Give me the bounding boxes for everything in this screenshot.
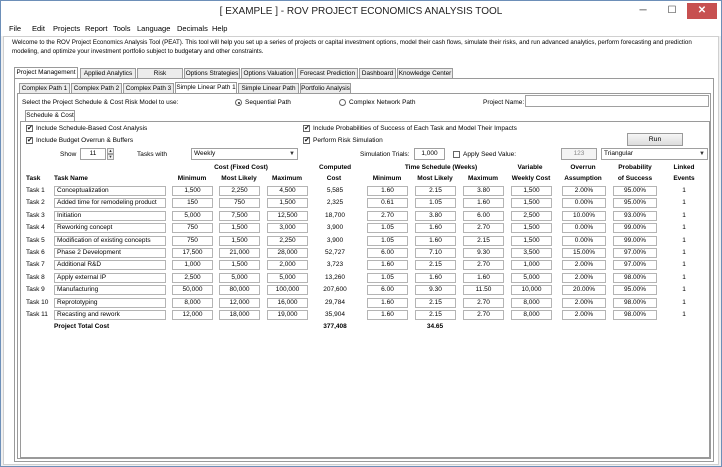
linked-events-cell: 1 xyxy=(682,236,686,244)
project-management-panel xyxy=(14,78,714,462)
weekly-cost-cell[interactable]: 1,500 xyxy=(511,198,552,208)
time-most-likely-cell[interactable]: 2.15 xyxy=(415,260,456,270)
task-name-cell[interactable]: Apply external IP xyxy=(54,273,166,283)
project-total-time: 34.65 xyxy=(426,323,444,330)
computed-cost-cell: 3,900 xyxy=(326,224,344,232)
probability-cell[interactable]: 99.00% xyxy=(613,236,657,246)
cost-group-header: Cost (Fixed Cost) xyxy=(214,164,268,171)
show-count-down-icon[interactable]: ▼ xyxy=(108,154,113,159)
cost-min-cell[interactable]: 1,000 xyxy=(172,260,213,270)
time-max-cell[interactable]: 2.15 xyxy=(463,236,504,246)
task-name-cell[interactable]: Initiation xyxy=(54,211,166,221)
cost-min-cell[interactable]: 12,000 xyxy=(172,310,213,320)
tab-simple-linear-path-1[interactable]: Simple Linear Path 1 xyxy=(176,84,236,91)
simulation-trials-input[interactable]: 1,000 xyxy=(414,148,445,160)
overrun-cell[interactable]: 20.00% xyxy=(562,285,606,295)
schedule-cost-panel xyxy=(20,121,710,458)
time-min-cell[interactable]: 1.05 xyxy=(367,236,408,246)
cost-min-cell[interactable]: 2,500 xyxy=(172,273,213,283)
welcome-text: Welcome to the ROV Project Economics Analysis Tool (PEAT). This tool will help you set up a series of projects or capital investment options, model their cash flows, simulate their risks, and run advanced analytics, perform forecasting and prediction modeling, and optimize your investment portfolio subject to budgetary and other constraints. xyxy=(12,39,692,55)
linked-events-cell: 1 xyxy=(682,187,686,194)
complex-network-path-label: Complex Network Path xyxy=(349,99,416,106)
project-name-input[interactable] xyxy=(525,95,709,107)
task-id: Task 10 xyxy=(26,298,49,306)
cost-max-cell[interactable]: 16,000 xyxy=(267,298,308,308)
computed-cost-cell: 3,900 xyxy=(326,236,344,244)
tab-schedule-cost[interactable]: Schedule & Cost xyxy=(26,112,74,119)
project-total-cost: 377,408 xyxy=(323,323,347,330)
tab-forecast-prediction[interactable]: Forecast Prediction xyxy=(297,68,358,78)
time-most-likely-cell[interactable]: 1.60 xyxy=(415,223,456,233)
tab-project-management[interactable]: Project Management xyxy=(14,67,78,78)
time-min-cell[interactable]: 1.05 xyxy=(367,273,408,283)
seed-value-input[interactable]: 123 xyxy=(561,148,597,160)
task-id: Task 3 xyxy=(26,211,45,219)
time-max-cell[interactable]: 2.70 xyxy=(463,298,504,308)
tab-options-valuation[interactable]: Options Valuation xyxy=(241,68,296,78)
time-max-header: Maximum xyxy=(468,175,498,182)
time-min-cell[interactable]: 0.61 xyxy=(367,198,408,208)
events-header: Events xyxy=(673,175,695,182)
probability-cell[interactable]: 95.00% xyxy=(613,186,657,196)
time-min-cell[interactable]: 1.60 xyxy=(367,310,408,320)
task-name-cell[interactable]: Recasting and rework xyxy=(54,310,166,320)
weekly-cost-cell[interactable]: 8,000 xyxy=(511,298,552,308)
include-budget-label: Include Budget Overrun & Buffers xyxy=(36,137,134,144)
task-id: Task 6 xyxy=(26,249,45,256)
time-most-likely-cell[interactable]: 2.15 xyxy=(415,298,456,308)
menu-projects[interactable]: Projects xyxy=(53,24,81,33)
cost-max-cell[interactable]: 2,250 xyxy=(267,236,308,246)
time-most-likely-cell[interactable]: 3.80 xyxy=(415,211,456,221)
tab-knowledge-center[interactable]: Knowledge Center xyxy=(398,70,452,77)
computed-cost-cell: 35,904 xyxy=(325,311,345,318)
linked-events-cell: 1 xyxy=(682,273,686,281)
computed-cost-cell: 207,600 xyxy=(323,286,347,294)
cost-min-cell[interactable]: 750 xyxy=(172,223,213,233)
cost-most-likely-cell[interactable]: 7,500 xyxy=(219,211,260,221)
tasks-with-value: Weekly xyxy=(194,150,216,157)
overrun-cell[interactable]: 2.00% xyxy=(562,186,606,196)
time-max-cell[interactable]: 2.70 xyxy=(463,310,504,320)
complex-network-path-radio[interactable] xyxy=(339,99,346,106)
minimize-button[interactable]: ─ xyxy=(639,5,647,16)
include-schedule-checkbox[interactable]: ✔ xyxy=(27,125,33,132)
weekly-cost-cell[interactable]: 3,500 xyxy=(511,248,552,258)
cost-most-likely-cell[interactable]: 21,000 xyxy=(219,248,260,258)
probability-cell[interactable]: 98.00% xyxy=(613,298,657,308)
probability-cell[interactable]: 98.00% xyxy=(613,310,657,320)
perform-risk-checkbox[interactable]: ✔ xyxy=(304,137,310,144)
task-id: Task 2 xyxy=(26,199,45,207)
distribution-value: Triangular xyxy=(604,150,634,157)
tasks-with-select[interactable] xyxy=(191,148,298,160)
cost-most-likely-cell[interactable]: 1,500 xyxy=(219,236,260,246)
weekly-cost-cell[interactable]: 5,000 xyxy=(511,273,552,283)
probability-cell[interactable]: 98.00% xyxy=(613,273,657,283)
cost-max-header: Maximum xyxy=(272,175,302,182)
probability-cell[interactable]: 95.00% xyxy=(613,285,657,295)
task-name-header: Task Name xyxy=(54,175,88,182)
computed-cost-cell: 13,260 xyxy=(325,273,345,281)
time-most-likely-cell[interactable]: 1.60 xyxy=(415,236,456,246)
menu-edit[interactable]: Edit xyxy=(32,24,45,33)
variable-header: Variable xyxy=(517,164,543,171)
overrun-cell[interactable]: 10.00% xyxy=(562,211,606,221)
cost-most-likely-cell[interactable]: 2,250 xyxy=(219,186,260,196)
time-max-cell[interactable]: 2.70 xyxy=(463,260,504,270)
include-probabilities-checkbox[interactable]: ✔ xyxy=(304,125,310,132)
cost-min-cell[interactable]: 50,000 xyxy=(172,285,213,295)
task-id: Task 11 xyxy=(26,311,48,318)
task-id: Task 1 xyxy=(26,187,45,194)
time-min-cell[interactable]: 1.05 xyxy=(367,223,408,233)
apply-seed-label: Apply Seed Value: xyxy=(463,151,516,158)
tab-applied-analytics[interactable]: Applied Analytics xyxy=(80,68,136,78)
time-most-likely-cell[interactable]: 1.60 xyxy=(415,273,456,283)
linked-events-cell: 1 xyxy=(682,261,686,269)
probability-header: Probability xyxy=(618,164,652,171)
show-count-input[interactable]: 11 xyxy=(80,148,106,160)
task-name-cell[interactable]: Added time for remodeling product xyxy=(54,198,166,208)
menu-help[interactable]: Help xyxy=(212,24,228,33)
time-max-cell[interactable]: 2.70 xyxy=(463,223,504,233)
linked-events-cell: 1 xyxy=(682,298,686,306)
overrun-cell[interactable]: 2.00% xyxy=(562,273,606,283)
cost-min-cell[interactable]: 5,000 xyxy=(172,211,213,221)
run-button[interactable]: Run xyxy=(627,133,683,146)
cost-max-cell[interactable]: 2,000 xyxy=(267,260,308,270)
weekly-cost-cell[interactable]: 1,500 xyxy=(511,223,552,233)
linked-events-cell: 1 xyxy=(682,199,686,207)
overrun-cell[interactable]: 2.00% xyxy=(562,310,606,320)
tab-simple-linear-path-2[interactable]: Simple Linear Path xyxy=(238,83,299,93)
cost-max-cell[interactable]: 28,000 xyxy=(267,248,308,258)
weekly-cost-cell[interactable]: 1,500 xyxy=(511,236,552,246)
distribution-select[interactable] xyxy=(601,148,708,160)
project-name-label: Project Name: xyxy=(483,99,525,106)
task-name-cell[interactable]: Manufacturing xyxy=(54,285,166,295)
menu-file[interactable]: File xyxy=(9,24,22,33)
task-id: Task 8 xyxy=(26,273,45,281)
computed-cost-cell: 3,723 xyxy=(326,261,344,269)
perform-risk-label: Perform Risk Simulation xyxy=(313,137,383,144)
cost-most-likely-cell[interactable]: 5,000 xyxy=(219,273,260,283)
time-most-likely-cell[interactable]: 7.10 xyxy=(415,248,456,258)
overrun-cell[interactable]: 0.00% xyxy=(562,198,606,208)
computed-cost-header: Cost xyxy=(326,175,342,182)
model-select-label: Select the Project Schedule & Cost Risk Model to use: xyxy=(22,99,179,106)
computed-cost-cell: 52,727 xyxy=(325,249,345,256)
cost-most-likely-cell[interactable]: 18,000 xyxy=(219,310,260,320)
cost-most-likely-cell[interactable]: 1,500 xyxy=(219,223,260,233)
overrun-cell[interactable]: 2.00% xyxy=(562,260,606,270)
show-count-up-icon[interactable]: ▲ xyxy=(108,148,113,153)
time-min-cell[interactable]: 1.60 xyxy=(367,260,408,270)
cost-most-likely-header: Most Likely xyxy=(221,175,257,182)
time-min-cell[interactable]: 6.00 xyxy=(367,285,408,295)
project-total-label: Project Total Cost xyxy=(54,323,110,330)
tab-risk-simulation[interactable]: Risk xyxy=(137,68,183,78)
time-max-cell[interactable]: 1.60 xyxy=(463,273,504,283)
assumption-header: Assumption xyxy=(564,175,602,182)
title-bar xyxy=(1,1,721,23)
cost-min-cell[interactable]: 150 xyxy=(172,198,213,208)
include-budget-checkbox[interactable]: ✔ xyxy=(27,137,33,144)
time-min-cell[interactable]: 1.60 xyxy=(367,298,408,308)
overrun-cell[interactable]: 15.00% xyxy=(562,248,606,258)
include-schedule-label: Include Schedule-Based Cost Analysis xyxy=(36,125,148,132)
maximize-button[interactable]: ☐ xyxy=(667,5,677,16)
overrun-cell[interactable]: 2.00% xyxy=(562,298,606,308)
cost-most-likely-cell[interactable]: 80,000 xyxy=(219,285,260,295)
cost-min-cell[interactable]: 17,500 xyxy=(172,248,213,258)
show-label: Show xyxy=(60,151,77,158)
linked-events-cell: 1 xyxy=(682,249,686,256)
simulation-trials-label: Simulation Trials: xyxy=(360,151,410,158)
cost-min-cell[interactable]: 8,000 xyxy=(172,298,213,308)
tab-complex-path-1[interactable]: Complex Path 1 xyxy=(19,83,70,93)
weekly-cost-cell[interactable]: 10,000 xyxy=(511,285,552,295)
tab-options-strategies[interactable]: Options Strategies xyxy=(185,70,239,77)
cost-max-cell[interactable]: 12,500 xyxy=(267,211,308,221)
probability-cell[interactable]: 99.00% xyxy=(613,223,657,233)
weekly-cost-cell[interactable]: 1,500 xyxy=(511,186,552,196)
linked-events-cell: 1 xyxy=(682,224,686,232)
computed-header: Computed xyxy=(319,164,352,171)
computed-cost-cell: 5,585 xyxy=(326,187,344,194)
cost-min-header: Minimum xyxy=(177,175,207,182)
probability-cell[interactable]: 95.00% xyxy=(613,198,657,208)
overrun-cell[interactable]: 0.00% xyxy=(562,236,606,246)
time-max-cell[interactable]: 11.50 xyxy=(463,285,504,295)
weekly-cost-header: Weekly Cost xyxy=(511,175,551,182)
cost-max-cell[interactable]: 4,500 xyxy=(267,186,308,196)
cost-max-cell[interactable]: 100,000 xyxy=(267,285,308,295)
cost-min-cell[interactable]: 750 xyxy=(172,236,213,246)
probability-cell[interactable]: 97.00% xyxy=(613,260,657,270)
time-max-cell[interactable]: 6.00 xyxy=(463,211,504,221)
task-id: Task 9 xyxy=(26,286,45,294)
time-most-likely-cell[interactable]: 9.30 xyxy=(415,285,456,295)
task-id: Task 7 xyxy=(26,261,45,269)
task-id: Task 5 xyxy=(26,236,45,244)
time-most-likely-cell[interactable]: 2.15 xyxy=(415,310,456,320)
task-name-cell[interactable]: Additional R&D xyxy=(54,260,166,270)
cost-max-cell[interactable]: 19,000 xyxy=(267,310,308,320)
menu-report[interactable]: Report xyxy=(85,24,108,33)
task-name-cell[interactable]: Phase 2 Development xyxy=(54,248,166,258)
time-most-likely-cell[interactable]: 2.15 xyxy=(415,186,456,196)
weekly-cost-cell[interactable]: 8,000 xyxy=(511,310,552,320)
cost-max-cell[interactable]: 1,500 xyxy=(267,198,308,208)
apply-seed-checkbox[interactable] xyxy=(453,151,460,158)
chevron-down-icon: ▼ xyxy=(699,151,705,157)
weekly-cost-cell[interactable]: 2,500 xyxy=(511,211,552,221)
tab-dashboard[interactable]: Dashboard xyxy=(359,68,396,78)
time-most-likely-cell[interactable]: 1.05 xyxy=(415,198,456,208)
cost-min-cell[interactable]: 1,500 xyxy=(172,186,213,196)
time-max-cell[interactable]: 3.80 xyxy=(463,186,504,196)
task-id: Task 4 xyxy=(26,224,45,232)
menu-bar xyxy=(1,23,721,36)
time-max-cell[interactable]: 1.60 xyxy=(463,198,504,208)
time-most-likely-header: Most Likely xyxy=(417,175,453,182)
computed-cost-cell: 29,784 xyxy=(325,298,345,306)
tab-portfolio-analysis[interactable]: Portfolio Analysis xyxy=(301,85,350,92)
time-min-cell[interactable]: 2.70 xyxy=(367,211,408,221)
probability-cell[interactable]: 93.00% xyxy=(613,211,657,221)
chevron-down-icon: ▼ xyxy=(289,151,295,157)
tab-complex-path-2[interactable]: Complex Path 2 xyxy=(71,83,122,93)
linked-header: Linked xyxy=(673,164,695,171)
menu-language[interactable]: Language xyxy=(137,24,171,33)
overrun-header: Overrun xyxy=(570,164,596,171)
computed-cost-cell: 18,700 xyxy=(325,211,345,219)
time-group-header: Time Schedule (Weeks) xyxy=(404,164,478,171)
of-success-header: of Success xyxy=(617,175,653,182)
weekly-cost-cell[interactable]: 1,000 xyxy=(511,260,552,270)
task-header: Task xyxy=(26,175,41,182)
task-name-cell[interactable]: Conceptualization xyxy=(54,186,166,196)
task-name-cell[interactable]: Reprototyping xyxy=(54,298,166,308)
window-title: [ EXAMPLE ] - ROV PROJECT ECONOMICS ANALYSIS TOOL xyxy=(219,6,503,17)
linked-events-cell: 1 xyxy=(682,286,686,294)
cost-most-likely-cell[interactable]: 12,000 xyxy=(219,298,260,308)
simple-linear-path-panel xyxy=(17,93,711,459)
time-min-cell[interactable]: 1.60 xyxy=(367,186,408,196)
time-min-cell[interactable]: 6.00 xyxy=(367,248,408,258)
include-probabilities-label: Include Probabilities of Success of Each Task and Model Their Impacts xyxy=(313,125,517,132)
cost-most-likely-cell[interactable]: 750 xyxy=(219,198,260,208)
time-min-header: Minimum xyxy=(372,175,402,182)
tab-complex-path-3[interactable]: Complex Path 3 xyxy=(123,83,174,93)
sequential-path-radio[interactable] xyxy=(235,99,242,106)
computed-cost-cell: 2,325 xyxy=(326,199,344,207)
task-name-cell[interactable]: Modification of existing concepts xyxy=(54,236,166,246)
task-name-cell[interactable]: Reworking concept xyxy=(54,223,166,233)
linked-events-cell: 1 xyxy=(682,211,686,219)
probability-cell[interactable]: 97.00% xyxy=(613,248,657,258)
cost-max-cell[interactable]: 5,000 xyxy=(267,273,308,283)
tasks-with-label: Tasks with xyxy=(137,151,167,158)
main-content xyxy=(3,36,719,465)
cost-most-likely-cell[interactable]: 1,500 xyxy=(219,260,260,270)
close-button[interactable]: ✕ xyxy=(687,3,717,19)
overrun-cell[interactable]: 0.00% xyxy=(562,223,606,233)
menu-tools[interactable]: Tools xyxy=(113,24,131,33)
menu-decimals[interactable]: Decimals xyxy=(177,24,208,33)
sequential-path-label: Sequential Path xyxy=(245,99,291,106)
cost-max-cell[interactable]: 3,000 xyxy=(267,223,308,233)
time-max-cell[interactable]: 9.30 xyxy=(463,248,504,258)
linked-events-cell: 1 xyxy=(682,311,686,318)
